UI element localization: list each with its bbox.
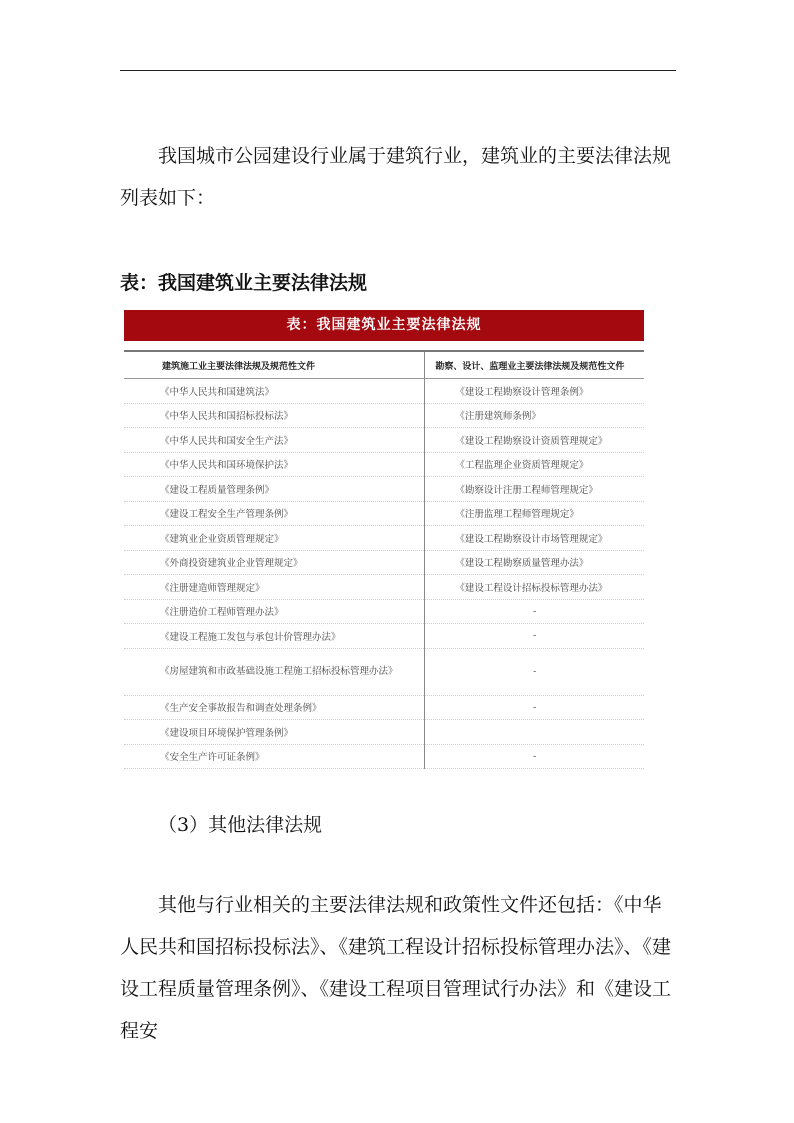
construction-law-cell: 《建筑业企业资质管理规定》 (124, 526, 425, 551)
construction-law-cell: 《外商投资建筑业企业管理规定》 (124, 550, 425, 575)
table-row (124, 720, 644, 745)
intro-paragraph: 我国城市公园建设行业属于建筑行业，建筑业的主要法律法规列表如下： (120, 145, 672, 209)
table-row (124, 403, 644, 428)
table-caption: 表：我国建筑业主要法律法规 (120, 272, 368, 294)
table-row (124, 379, 644, 404)
table-row (124, 452, 644, 477)
table-row (124, 744, 644, 769)
survey-design-law-cell: 《建设工程勘察设计资质管理规定》 (425, 428, 644, 453)
construction-law-cell: 《注册造价工程师管理办法》 (124, 599, 425, 624)
survey-design-law-cell: - (425, 744, 644, 769)
header-construction: 建筑施工业主要法律法规及规范性文件 (124, 351, 425, 379)
survey-design-law-cell: 《建设工程设计招标投标管理办法》 (425, 575, 644, 600)
survey-design-law-cell: 《工程监理企业资质管理规定》 (425, 452, 644, 477)
construction-law-cell: 《中华人民共和国招标投标法》 (124, 403, 425, 428)
table-row (124, 550, 644, 575)
section-heading: （3）其他法律法规 (158, 814, 323, 836)
survey-design-law-cell (425, 720, 644, 745)
survey-design-law-cell: - (425, 624, 644, 649)
table-banner: 表：我国建筑业主要法律法规 (124, 310, 644, 341)
survey-design-law-cell: 《注册监理工程师管理规定》 (425, 501, 644, 526)
table-body (124, 379, 644, 769)
law-table (124, 350, 644, 769)
construction-law-cell: 《生产安全事故报告和调查处理条例》 (124, 695, 425, 720)
survey-design-law-cell: 《建设工程勘察设计管理条例》 (425, 379, 644, 404)
survey-design-law-cell: - (425, 695, 644, 720)
construction-law-cell: 《中华人民共和国建筑法》 (124, 379, 425, 404)
body-paragraph: 其他与行业相关的主要法律法规和政策性文件还包括：《中华人民共和国招标投标法》、《建筑工程设计招标投标管理办法》、《建设工程质量管理条例》、《建设工程项目管理试行办法》和《建设工程安 (120, 894, 672, 1042)
survey-design-law-cell: - (425, 648, 644, 695)
construction-law-cell: 《注册建造师管理规定》 (124, 575, 425, 600)
table-row (124, 526, 644, 551)
construction-law-cell: 《建设工程施工发包与承包计价管理办法》 (124, 624, 425, 649)
construction-law-cell: 《建设工程安全生产管理条例》 (124, 501, 425, 526)
survey-design-law-cell: 《勘察设计注册工程师管理规定》 (425, 477, 644, 502)
header-rule (120, 70, 676, 71)
construction-law-cell: 《中华人民共和国安全生产法》 (124, 428, 425, 453)
survey-design-law-cell: - (425, 599, 644, 624)
table-row (124, 428, 644, 453)
survey-design-law-cell: 《建设工程勘察设计市场管理规定》 (425, 526, 644, 551)
construction-law-cell: 《中华人民共和国环境保护法》 (124, 452, 425, 477)
survey-design-law-cell: 《建设工程勘察质量管理办法》 (425, 550, 644, 575)
survey-design-law-cell: 《注册建筑师条例》 (425, 403, 644, 428)
header-survey-design: 勘察、设计、监理业主要法律法规及规范性文件 (425, 351, 644, 379)
construction-law-cell: 《建设项目环境保护管理条例》 (124, 720, 425, 745)
table-row (124, 695, 644, 720)
table-row (124, 575, 644, 600)
construction-law-cell: 《建设工程质量管理条例》 (124, 477, 425, 502)
table-row (124, 648, 644, 695)
law-table-image (124, 310, 644, 769)
table-row (124, 624, 644, 649)
table-row (124, 501, 644, 526)
table-row (124, 477, 644, 502)
construction-law-cell: 《安全生产许可证条例》 (124, 744, 425, 769)
construction-law-cell: 《房屋建筑和市政基础设施工程施工招标投标管理办法》 (124, 648, 425, 695)
table-row (124, 599, 644, 624)
table-header-row (124, 351, 644, 379)
